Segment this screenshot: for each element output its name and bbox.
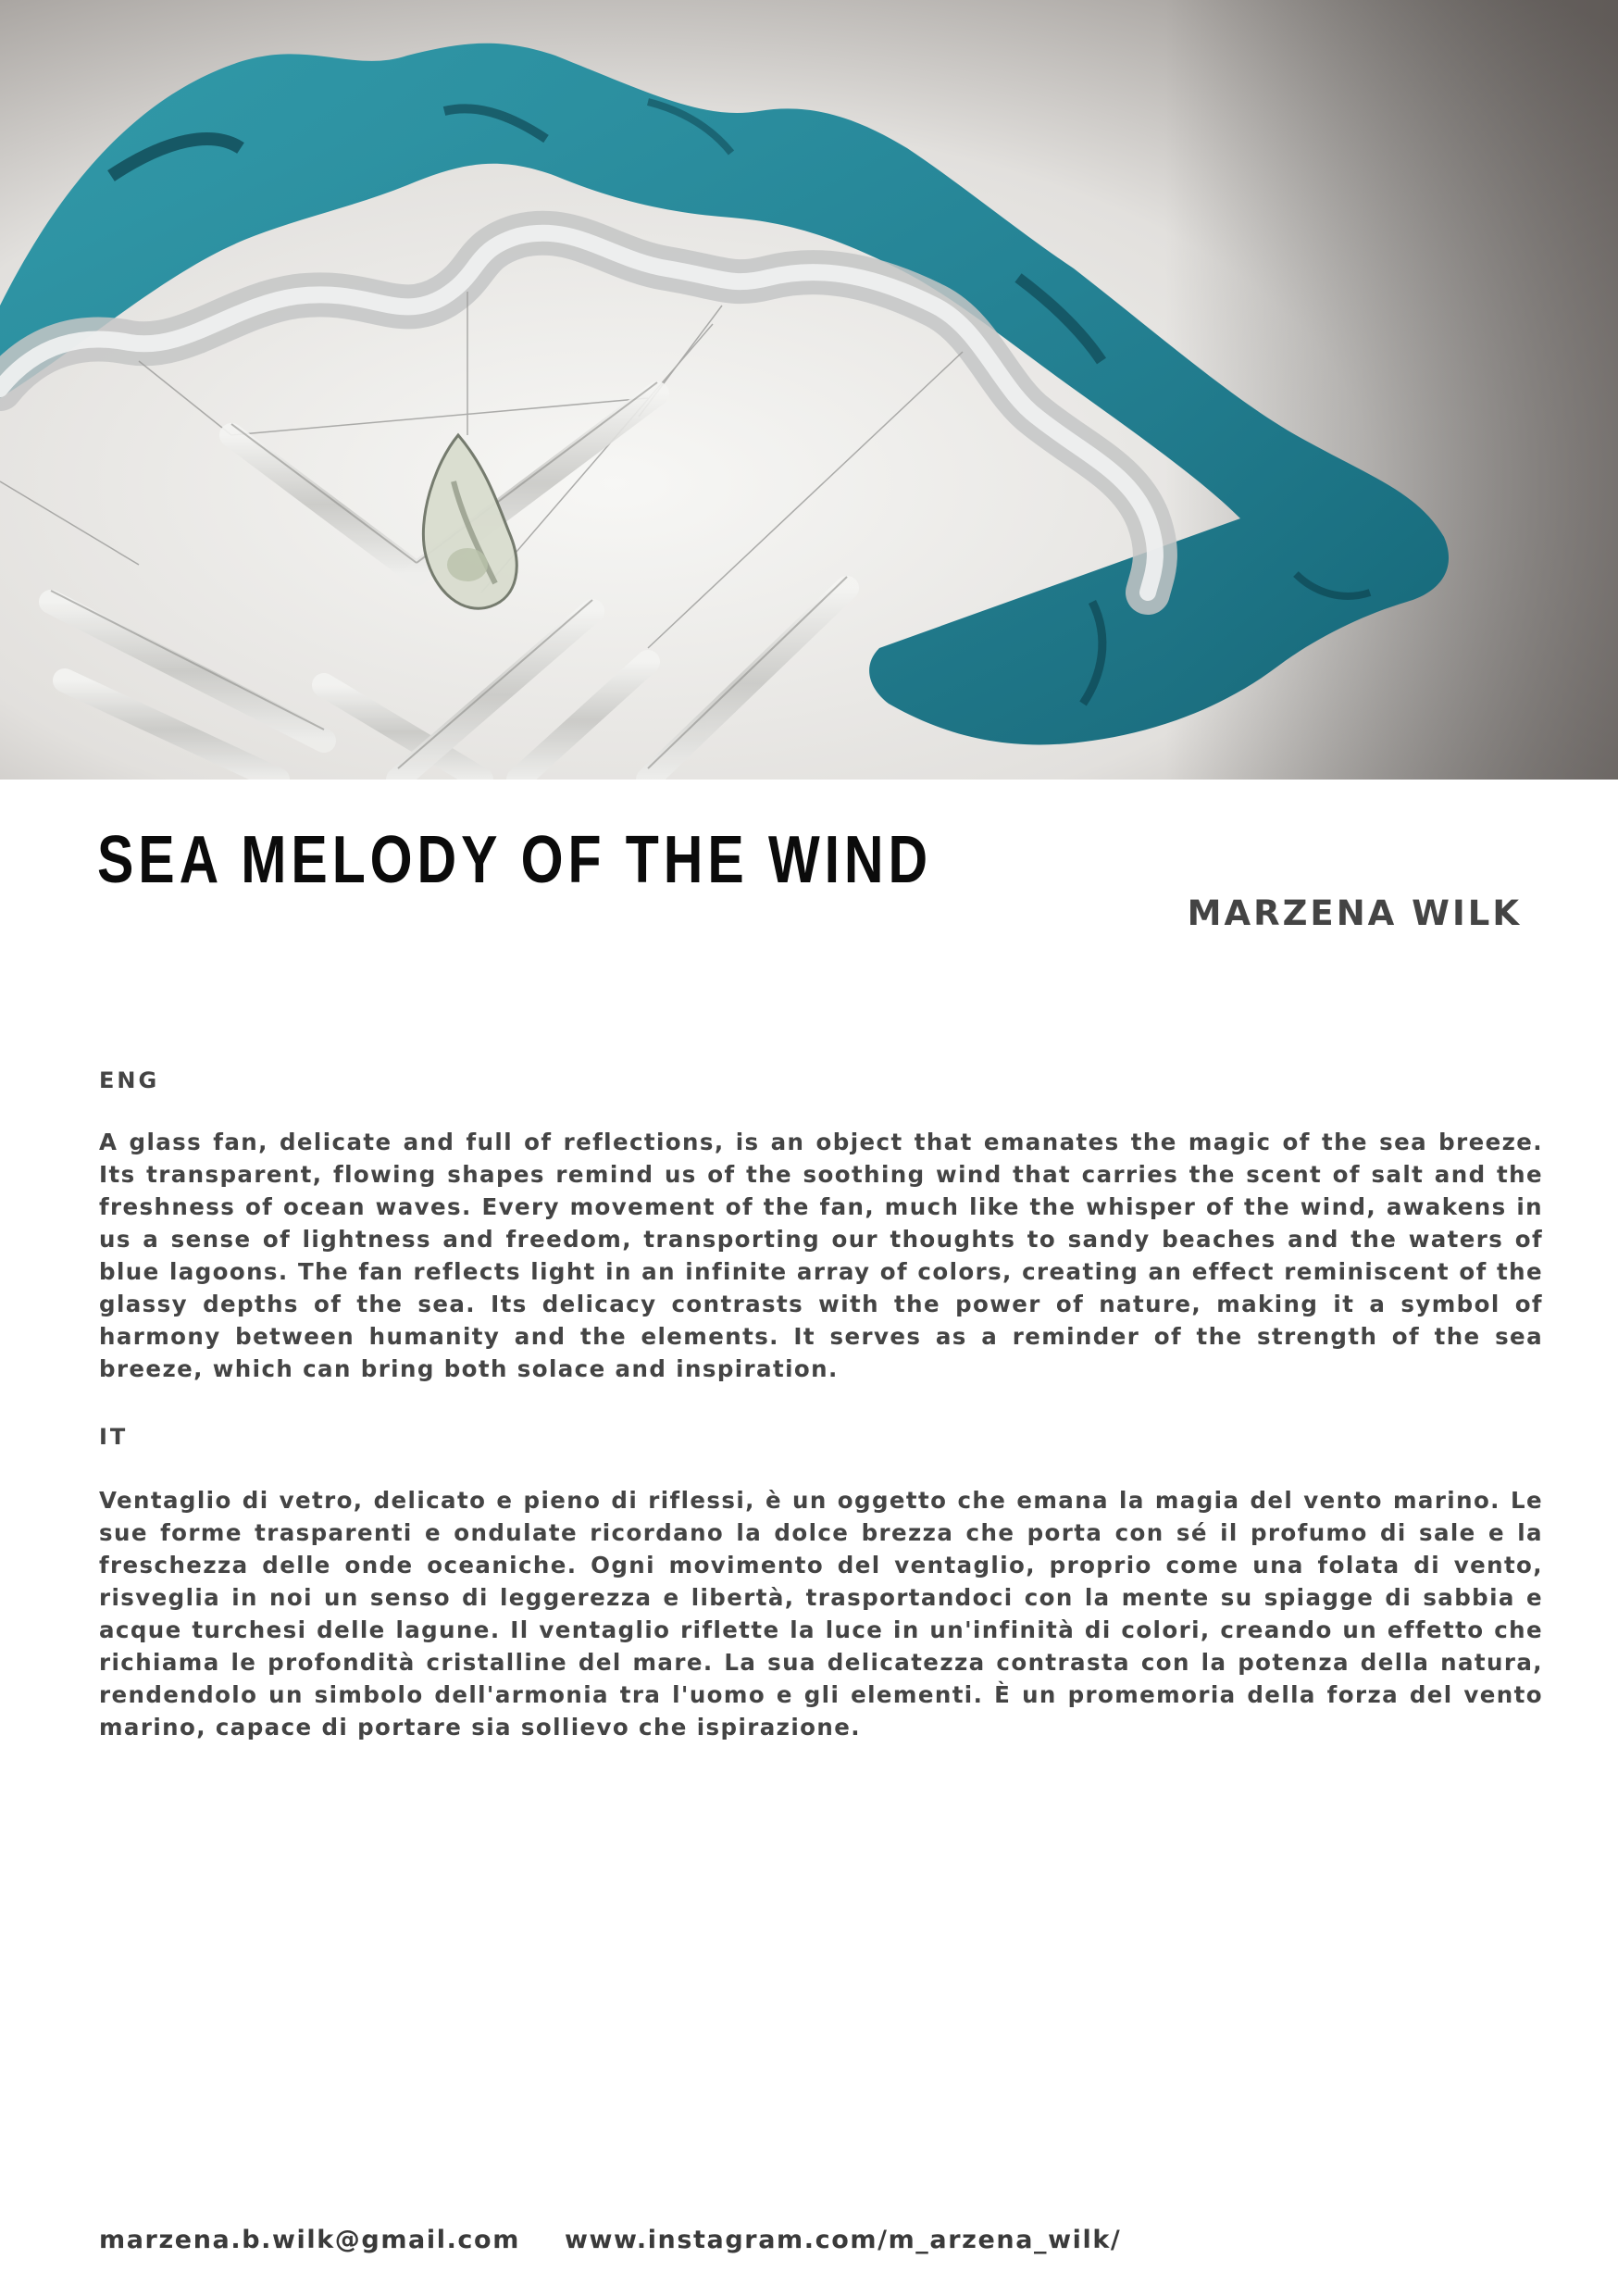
instagram-link[interactable]: www.instagram.com/m_arzena_wilk/ [564, 2226, 1122, 2254]
artwork-title: SEA MELODY OF THE WIND [97, 823, 933, 897]
artwork-photo [0, 0, 1618, 780]
artist-name: MARZENA WILK [1187, 893, 1522, 933]
description-english: A glass fan, delicate and full of reflections, is an object that emanates the magic of the sea breeze. Its transparent, flowing shapes remind us of the soothing wind that carries the scent of salt and the freshness of ocean waves. Every movement of the fan, much like the whisper of the wind, awakens in us a sense of lightness and freedom, transporting our thoughts to sandy beaches and the waters of blue lagoons. The fan reflects light in an infinite array of colors, creating an effect reminiscent of the glassy depths of the sea. Its delicacy contrasts with the power of nature, making it a symbol of harmony between humanity and the elements. It serves as a reminder of the strength of the sea breeze, which can bring both solace and inspiration. [99, 1129, 1543, 1382]
email-link[interactable]: marzena.b.wilk@gmail.com [99, 2226, 520, 2254]
description-italian: Ventaglio di vetro, delicato e pieno di riflessi, è un oggetto che emana la magia del vento marino. Le sue forme trasparenti e ondulate ricordano la dolce brezza che porta con sé il profumo di sale e la freschezza delle onde oceaniche. Ogni movimento del ventaglio, proprio come una folata di vento, risveglia in noi un senso di leggerezza e libertà, trasportandoci con la mente su spiagge di sabbia e acque turchesi delle lagune. Il ventaglio riflette la luce in un'infinità di colori, creando un effetto che richiama le profondità cristalline del mare. La sua delicatezza contrasta con la potenza della natura, rendendolo un simbolo dell'armonia tra l'uomo e gli elementi. È un promemoria della forza del vento marino, capace di portare sia sollievo che ispirazione. [99, 1487, 1543, 1741]
section-label-eng: ENG [99, 1067, 160, 1093]
glass-fan-sculpture-image [0, 0, 1618, 780]
contact-footer [99, 2226, 1121, 2254]
section-label-it: IT [99, 1424, 129, 1450]
